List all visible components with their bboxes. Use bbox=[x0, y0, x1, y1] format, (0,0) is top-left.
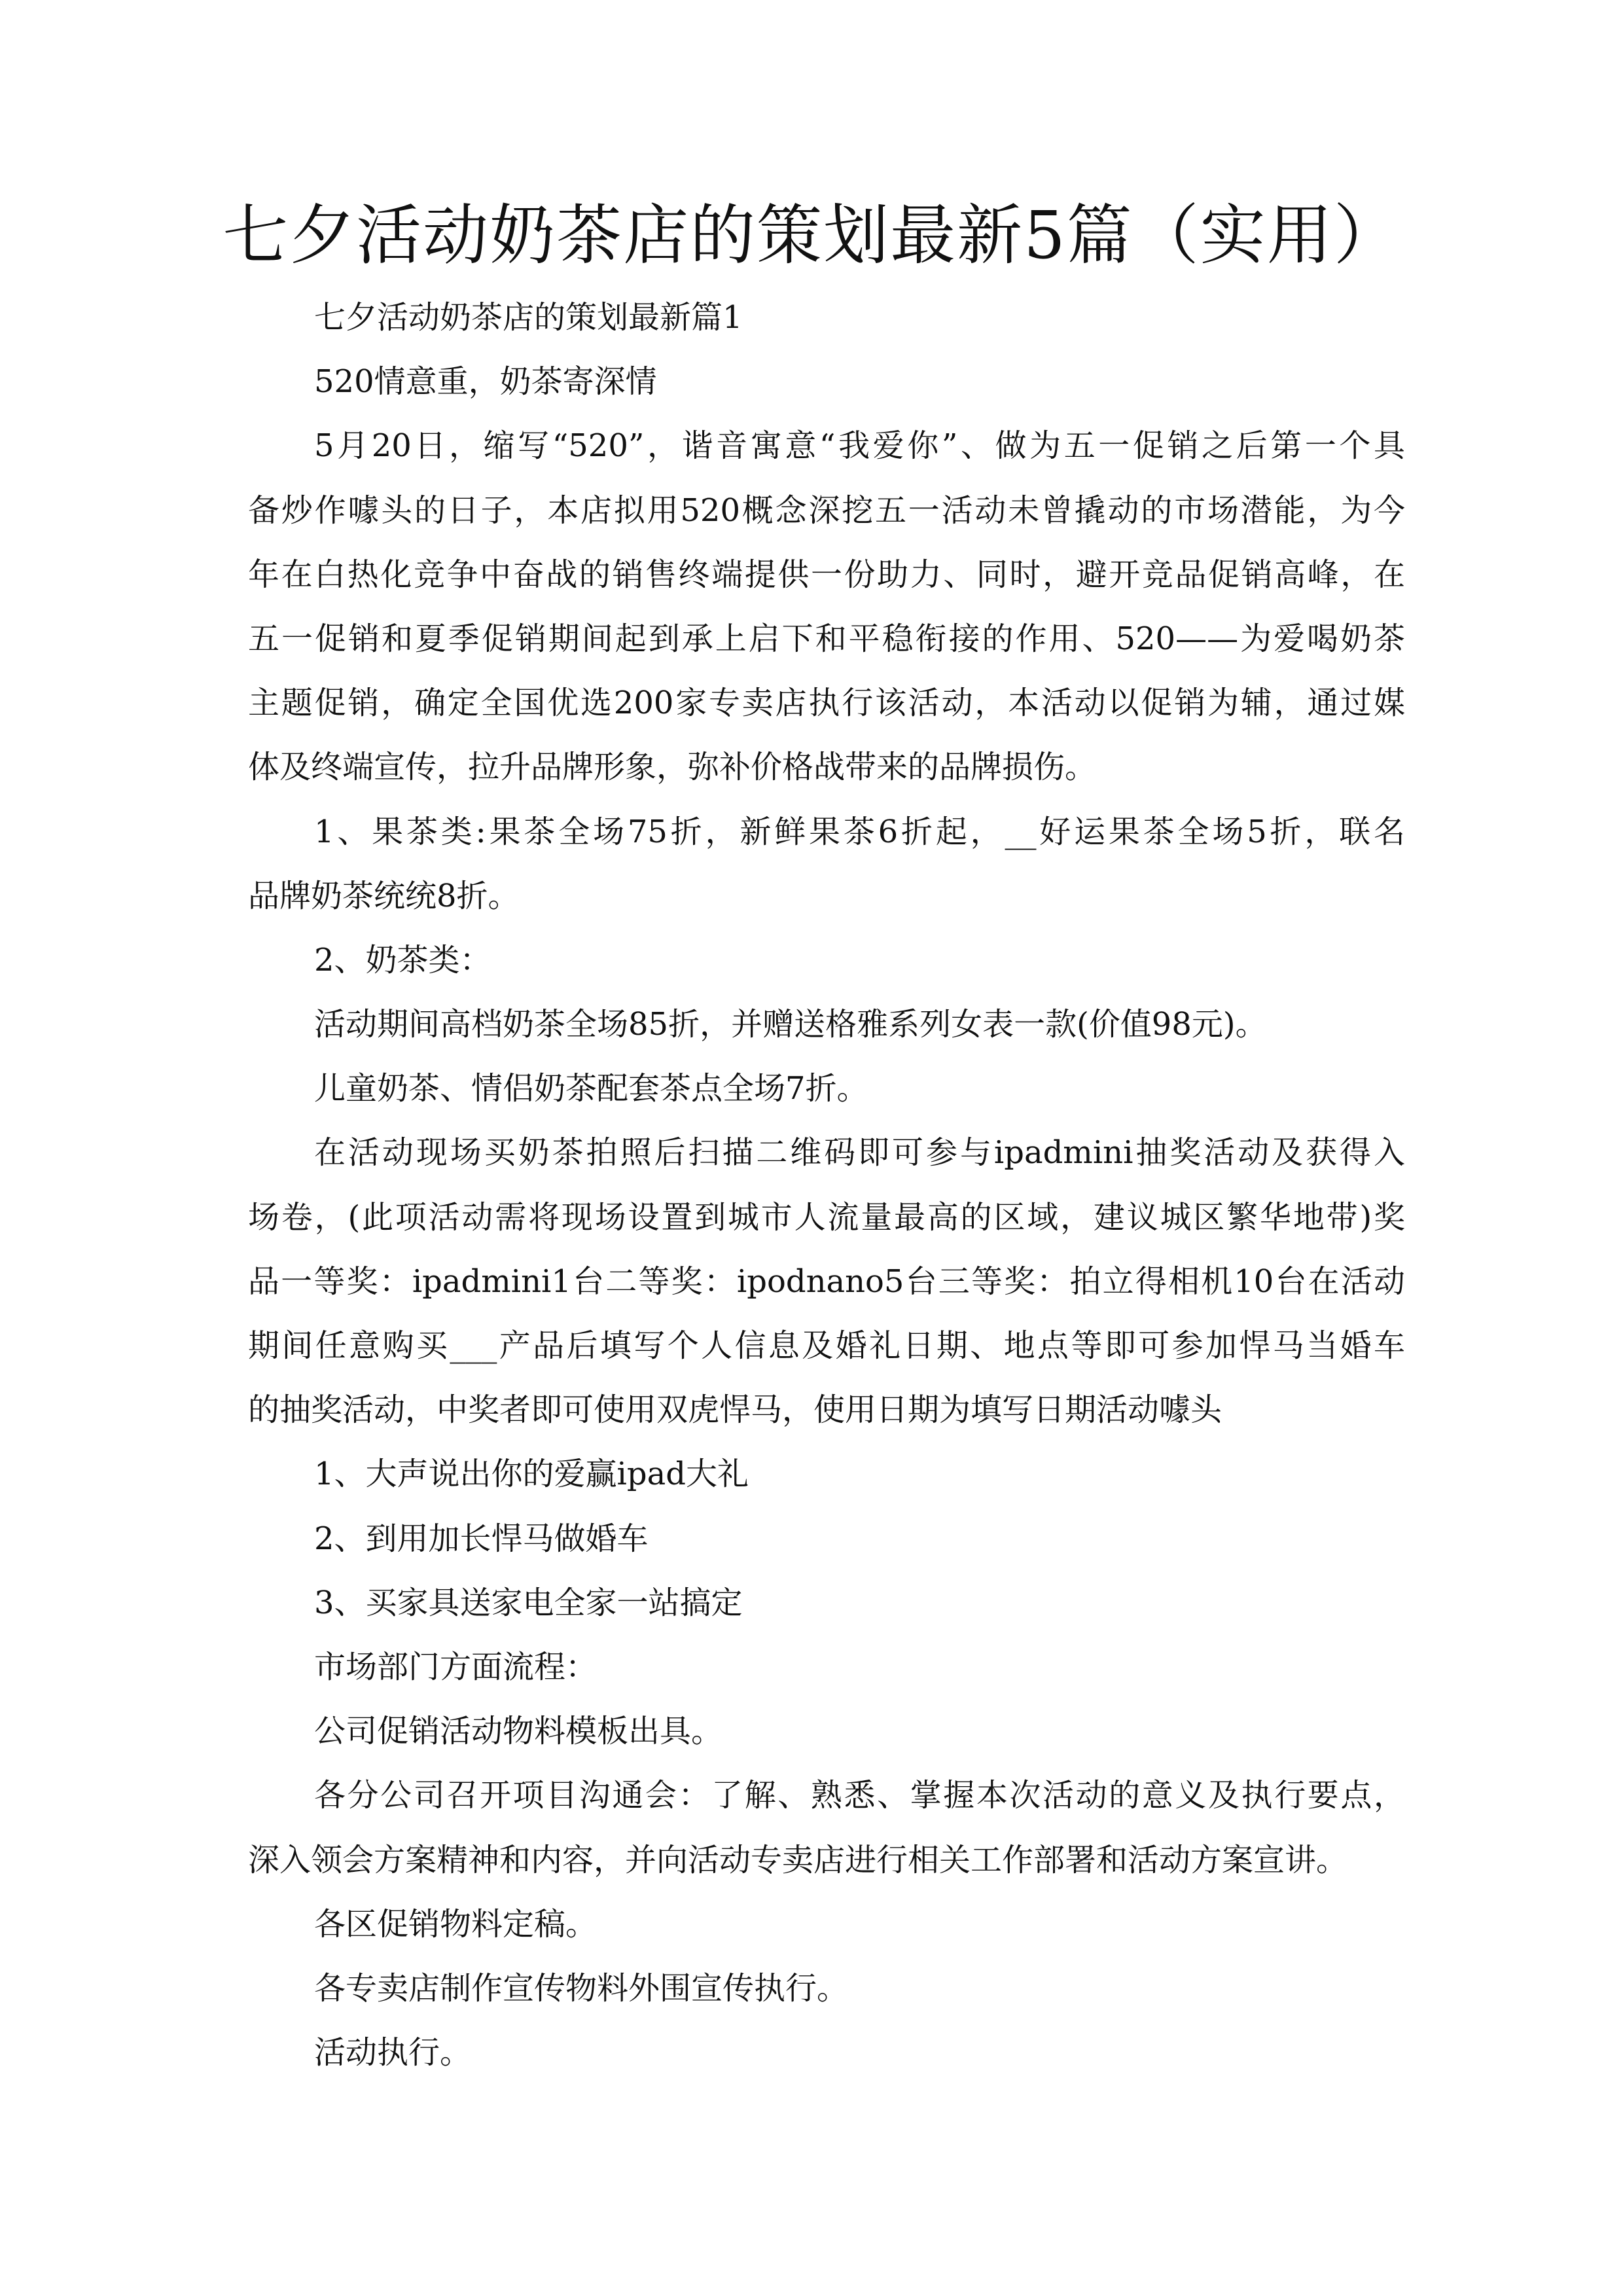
paragraph-line: 在活动现场买奶茶拍照后扫描二维码即可参与ipadmini抽奖活动及获得入 bbox=[314, 1134, 1405, 1172]
paragraph bbox=[248, 1956, 1405, 2020]
document-title: 七夕活动奶茶店的策划最新5篇（实用） bbox=[223, 197, 1400, 274]
paragraph-line: 活动执行。 bbox=[314, 2034, 472, 2072]
paragraph-line: 儿童奶茶、情侣奶茶配套茶点全场7折。 bbox=[314, 1070, 868, 1107]
document-body bbox=[248, 285, 1405, 2085]
paragraph bbox=[248, 1763, 1405, 1892]
paragraph-line: 期间任意购买___产品后填写个人信息及婚礼日期、地点等即可参加悍马当婚车 bbox=[248, 1327, 1405, 1364]
paragraph bbox=[248, 285, 1405, 350]
paragraph-line: 深入领会方案精神和内容，并向活动专卖店进行相关工作部署和活动方案宣讲。 bbox=[248, 1841, 1348, 1878]
paragraph bbox=[248, 1635, 1405, 1699]
paragraph bbox=[248, 1892, 1405, 1956]
paragraph bbox=[248, 1507, 1405, 1571]
paragraph-line: 场卷，(此项活动需将现场设置到城市人流量最高的区域，建议城区繁华地带)奖 bbox=[248, 1198, 1405, 1236]
paragraph-line: 1、大声说出你的爱赢ipad大礼 bbox=[314, 1456, 749, 1493]
paragraph bbox=[248, 992, 1405, 1056]
paragraph-line: 年在白热化竞争中奋战的销售终端提供一份助力、同时，避开竞品促销高峰，在 bbox=[248, 556, 1405, 593]
paragraph-line: 七夕活动奶茶店的策划最新篇1 bbox=[314, 299, 743, 336]
paragraph-line: 各区促销物料定稿。 bbox=[314, 1905, 597, 1943]
paragraph bbox=[248, 1442, 1405, 1506]
paragraph-line: 公司促销活动物料模板出具。 bbox=[314, 1713, 723, 1750]
paragraph-line: 2、奶茶类： bbox=[314, 941, 491, 978]
paragraph-line: 市场部门方面流程： bbox=[314, 1648, 597, 1685]
paragraph-line: 体及终端宣传，拉升品牌形象，弥补价格战带来的品牌损伤。 bbox=[248, 749, 1097, 786]
paragraph bbox=[248, 1056, 1405, 1121]
paragraph-line: 520情意重，奶茶寄深情 bbox=[314, 363, 657, 401]
paragraph bbox=[248, 350, 1405, 414]
paragraph-line: 各分公司召开项目沟通会：了解、熟悉、掌握本次活动的意义及执行要点， bbox=[314, 1777, 1405, 1814]
paragraph bbox=[248, 1571, 1405, 1635]
paragraph-line: 品一等奖：ipadmini1台二等奖：ipodnano5台三等奖：拍立得相机10台在活动 bbox=[248, 1263, 1405, 1300]
paragraph-line: 五一促销和夏季促销期间起到承上启下和平稳衔接的作用、520——为爱喝奶茶 bbox=[248, 620, 1405, 657]
paragraph-line: 5月20日，缩写“520”，谐音寓意“我爱你”、做为五一促销之后第一个具 bbox=[314, 427, 1405, 465]
paragraph-line: 3、买家具送家电全家一站搞定 bbox=[314, 1584, 743, 1621]
paragraph-line: 主题促销，确定全国优选200家专卖店执行该活动，本活动以促销为辅，通过媒 bbox=[248, 685, 1405, 722]
paragraph bbox=[248, 800, 1405, 928]
paragraph bbox=[248, 928, 1405, 992]
paragraph-line: 的抽奖活动，中奖者即可使用双虎悍马，使用日期为填写日期活动噱头 bbox=[248, 1391, 1222, 1429]
paragraph-line: 活动期间高档奶茶全场85折，并赠送格雅系列女表一款(价值98元)。 bbox=[314, 1006, 1267, 1043]
paragraph-line: 备炒作噱头的日子，本店拟用520概念深挖五一活动未曾撬动的市场潜能，为今 bbox=[248, 492, 1405, 529]
paragraph-line: 1、果茶类:果茶全场75折，新鲜果茶6折起，__好运果茶全场5折，联名 bbox=[314, 813, 1405, 850]
paragraph bbox=[248, 414, 1405, 799]
paragraph bbox=[248, 1121, 1405, 1442]
paragraph-line: 2、到用加长悍马做婚车 bbox=[314, 1520, 649, 1557]
paragraph-line: 各专卖店制作宣传物料外围宣传执行。 bbox=[314, 1969, 849, 2007]
paragraph bbox=[248, 2020, 1405, 2085]
paragraph-line: 品牌奶茶统统8折。 bbox=[248, 877, 520, 914]
paragraph bbox=[248, 1699, 1405, 1763]
